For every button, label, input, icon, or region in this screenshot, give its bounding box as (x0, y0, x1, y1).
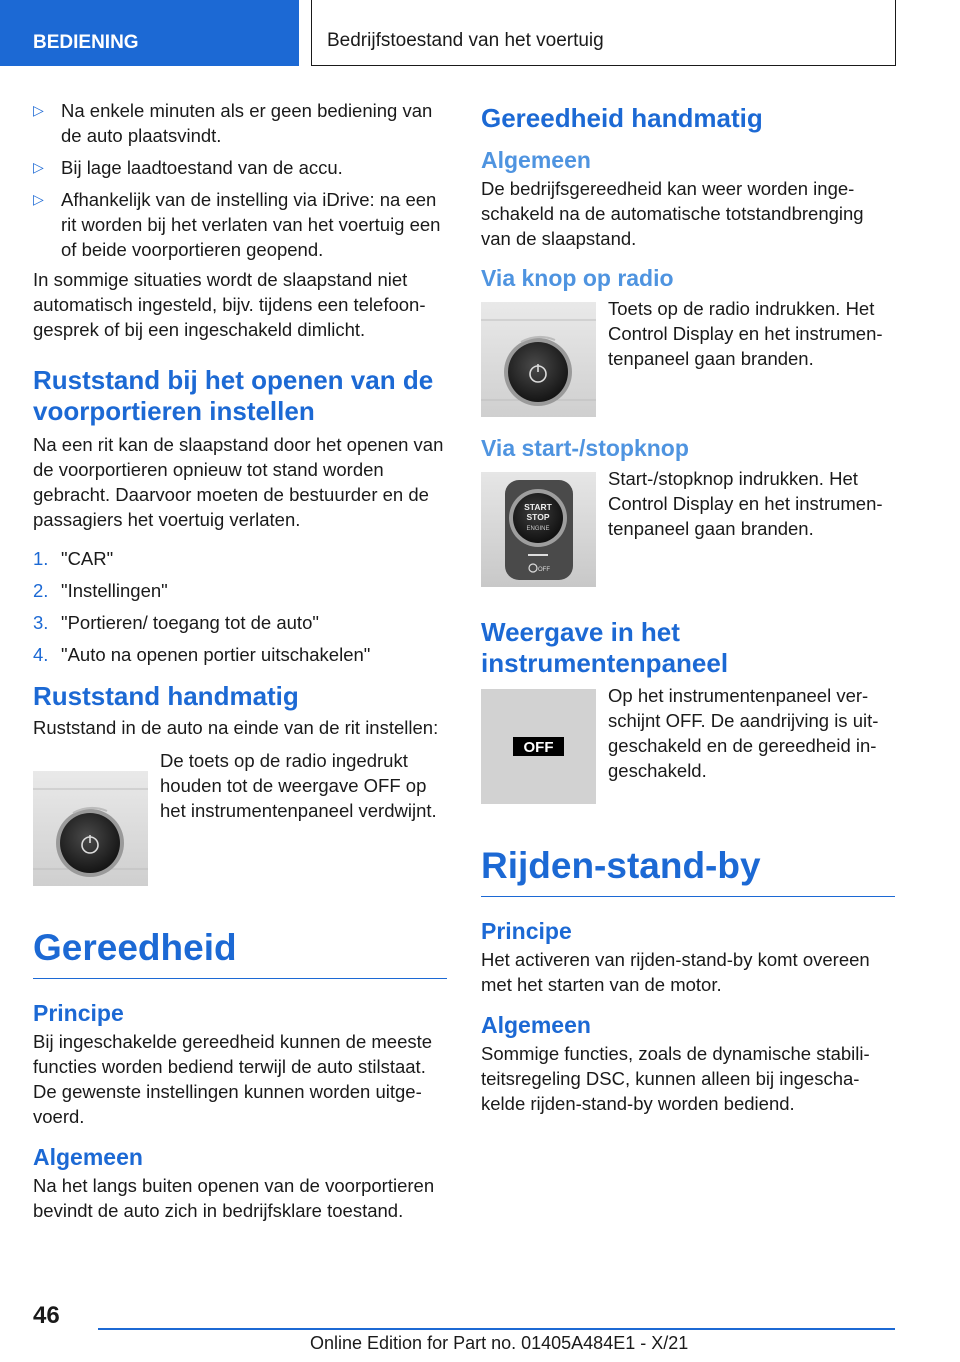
paragraph: Het activeren van rijden-stand-by komt overeen met het starten van de motor. (481, 949, 870, 995)
page-header (0, 0, 960, 66)
svg-text:START: START (524, 502, 552, 512)
triangle-bullet-icon: ▷ (33, 102, 44, 118)
radio-knob-figure (33, 748, 447, 886)
off-display-figure (481, 683, 895, 804)
paragraph: Sommige functies, zoals de dynamische stabiliteitsregeling DSC, kunnen alleen bij ingeschakelde rijden-stand-by worden bediend. (481, 1043, 870, 1114)
list-item: 2. "Instellingen" (33, 580, 168, 601)
edition-note: Online Edition for Part no. 01405A484E1 - X/21 (310, 1333, 689, 1353)
radio-instruction: Toets op de radio indrukken. Het Control Display en het instrumentenpaneel gaan branden. (608, 298, 883, 369)
paragraph: Bij ingeschakelde gereedheid kunnen de meeste functies worden bediend terwijl de auto stilstaat. De gewenste instellingen kunnen worden uitgevoerd. (33, 1031, 433, 1127)
heading-ruststand-openen: Ruststand bij het openen van de voorportieren instellen (33, 365, 434, 426)
chapter-gereedheid: Gereedheid (33, 926, 447, 979)
chapter-rijden-stand-by: Rijden-stand-by (481, 844, 895, 897)
heading-weergave: Weergave in het instrumentenpaneel (481, 617, 729, 678)
left-column (33, 98, 447, 1223)
svg-text:ENGINE: ENGINE (526, 526, 550, 532)
svg-text:STOP: STOP (526, 512, 550, 522)
heading-principe: Principe (33, 1000, 124, 1026)
heading-ruststand-handmatig: Ruststand handmatig (33, 681, 299, 711)
list-item: 4. "Auto na openen portier uitschakelen" (33, 644, 371, 665)
radio-knob-figure (481, 296, 895, 417)
paragraph: Na het langs buiten openen van de voorportieren bevindt de auto zich in bedrijfsklare toestand. (33, 1175, 435, 1221)
paragraph: De bedrijfsgereedheid kan weer worden ingeschakeld na de automatische totstandbrenging van de slaapstand. (481, 178, 864, 249)
list-item: ▷ Afhankelijk van de instelling via iDrive: na een rit worden bij het verlaten van het voertuig een of beide voorportieren geopend. (33, 189, 441, 260)
section-tab: BEDIENING (0, 0, 299, 66)
off-display-description: Op het instrumentenpaneel verschijnt OFF. De aandrijving is uitgeschakeld en de gereedheid ingeschakeld. (608, 685, 879, 781)
footer-divider (98, 1328, 895, 1330)
triangle-bullet-icon: ▷ (33, 159, 44, 175)
start-stop-image (481, 472, 596, 587)
svg-text:OFF: OFF (538, 567, 550, 573)
radio-instruction: De toets op de radio ingedrukt houden tot de weergave OFF op het instrumentenpaneel verdwijnt. (160, 750, 437, 821)
radio-knob-image (33, 771, 148, 886)
heading-via-knop: Via knop op radio (481, 265, 674, 291)
running-title: Bedrijfstoestand van het voertuig (311, 0, 896, 66)
radio-knob-image (481, 302, 596, 417)
off-display-image (481, 689, 596, 804)
heading-principe: Principe (481, 918, 572, 944)
start-stop-instruction: Start-/stopknop indrukken. Het Control Display en het instrumentenpaneel gaan branden. (608, 468, 883, 539)
steps-list (33, 546, 447, 667)
triangle-bullet-icon: ▷ (33, 191, 44, 207)
right-column (481, 103, 895, 1116)
list-item: ▷ Bij lage laadtoestand van de accu. (33, 157, 343, 178)
list-item: ▷ Na enkele minuten als er geen bediening van de auto plaatsvindt. (33, 100, 433, 146)
paragraph: Na een rit kan de slaapstand door het openen van de voorportieren opnieuw tot stand worden gebracht. Daarvoor moeten de bestuurder en de passagiers het voertuig verlaten. (33, 434, 444, 530)
page-number: 46 (33, 1302, 60, 1329)
condition-list (33, 98, 447, 262)
start-stop-figure (481, 466, 895, 587)
list-item: 3. "Portieren/ toegang tot de auto" (33, 612, 319, 633)
paragraph: In sommige situaties wordt de slaapstand niet automatisch ingesteld, bijv. tijdens een telefoongesprek of bij een ingeschakeld dimlicht. (33, 269, 426, 340)
heading-gereedheid-handmatig: Gereedheid handmatig (481, 103, 763, 133)
heading-via-start: Via start-/stopknop (481, 435, 689, 461)
heading-algemeen: Algemeen (481, 147, 591, 173)
heading-algemeen: Algemeen (481, 1012, 591, 1038)
list-item: 1. "CAR" (33, 548, 114, 569)
paragraph: Ruststand in de auto na einde van de rit instellen: (33, 717, 439, 738)
svg-text:OFF: OFF (523, 739, 554, 756)
heading-algemeen: Algemeen (33, 1144, 143, 1170)
